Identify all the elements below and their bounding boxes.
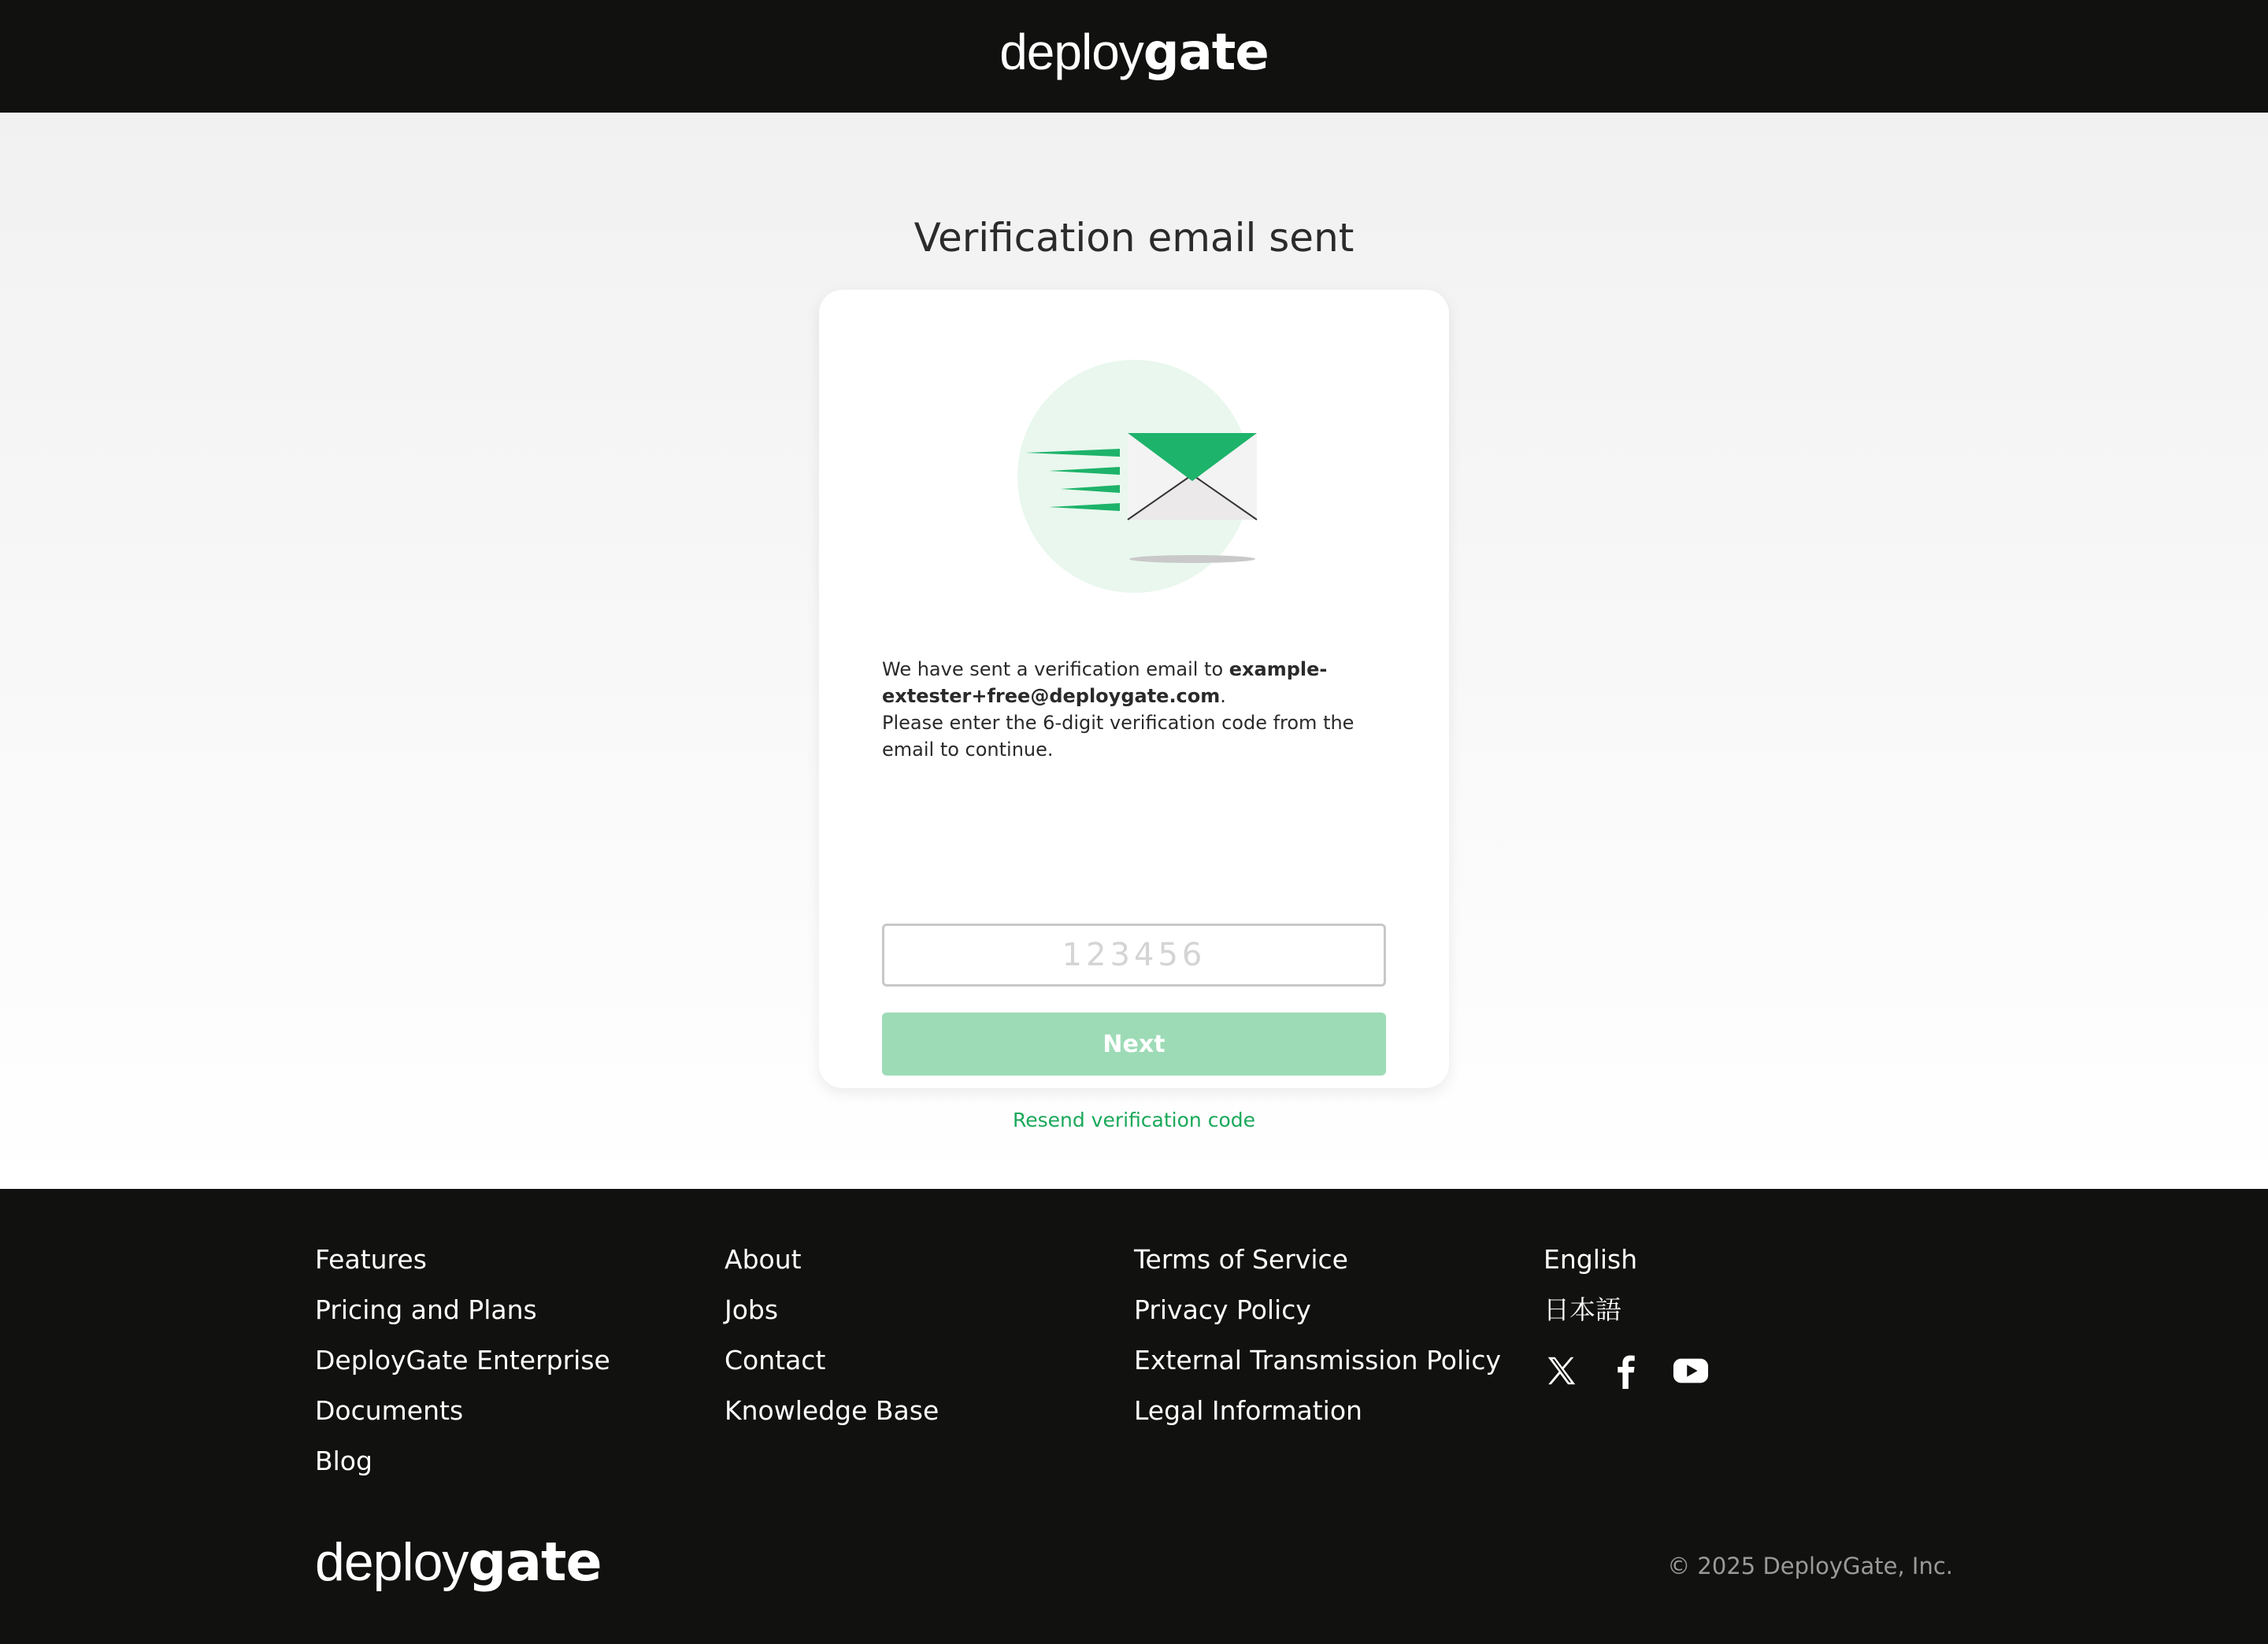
footer-col-legal (1134, 1235, 1501, 1436)
footer-link-about[interactable]: About (724, 1244, 802, 1275)
footer-col-product (315, 1235, 610, 1487)
youtube-icon[interactable] (1673, 1353, 1709, 1389)
verification-message: We have sent a verification email to example-extester+free@deploygate.com. Please enter the 6-digit verification code from the email to continue. (882, 658, 1354, 761)
footer-link-knowledge-base[interactable]: Knowledge Base (724, 1395, 939, 1426)
footer-col-company (724, 1235, 939, 1436)
footer-link-jobs[interactable]: Jobs (724, 1294, 779, 1325)
footer-link-terms[interactable]: Terms of Service (1134, 1244, 1348, 1275)
footer-link-pricing[interactable]: Pricing and Plans (315, 1294, 537, 1325)
footer-link-blog[interactable]: Blog (315, 1446, 372, 1476)
footer-link-documents[interactable]: Documents (315, 1395, 464, 1426)
language-japanese[interactable]: 日本語 (1544, 1294, 1621, 1325)
header-logo[interactable]: deploygate (999, 24, 1269, 82)
footer-link-external-transmission[interactable]: External Transmission Policy (1134, 1345, 1501, 1376)
verification-code-input[interactable] (882, 924, 1386, 987)
resend-code-link[interactable]: Resend verification code (1012, 1109, 1256, 1131)
language-english[interactable]: English (1544, 1244, 1638, 1275)
footer-col-language (1544, 1235, 1709, 1389)
footer-link-privacy[interactable]: Privacy Policy (1134, 1294, 1311, 1325)
x-icon[interactable] (1544, 1353, 1580, 1389)
footer-link-features[interactable]: Features (315, 1244, 427, 1275)
email-address: example-extester+free@deploygate.com (882, 658, 1328, 707)
footer-link-legal-information[interactable]: Legal Information (1134, 1395, 1362, 1426)
copyright-text: © 2025 DeployGate, Inc. (1667, 1553, 1953, 1579)
footer (0, 1189, 2268, 1644)
page-title: Verification email sent (914, 215, 1354, 261)
footer-logo[interactable]: deploygate (315, 1531, 602, 1594)
social-links (1544, 1353, 1709, 1389)
verification-card (819, 290, 1449, 1131)
facebook-icon[interactable] (1608, 1353, 1644, 1389)
envelope-sent-icon (1017, 357, 1277, 601)
footer-link-contact[interactable]: Contact (724, 1345, 826, 1376)
top-bar (0, 0, 2268, 113)
next-button[interactable]: Next (882, 1013, 1386, 1076)
footer-link-enterprise[interactable]: DeployGate Enterprise (315, 1345, 610, 1376)
main-content (0, 113, 2268, 1189)
